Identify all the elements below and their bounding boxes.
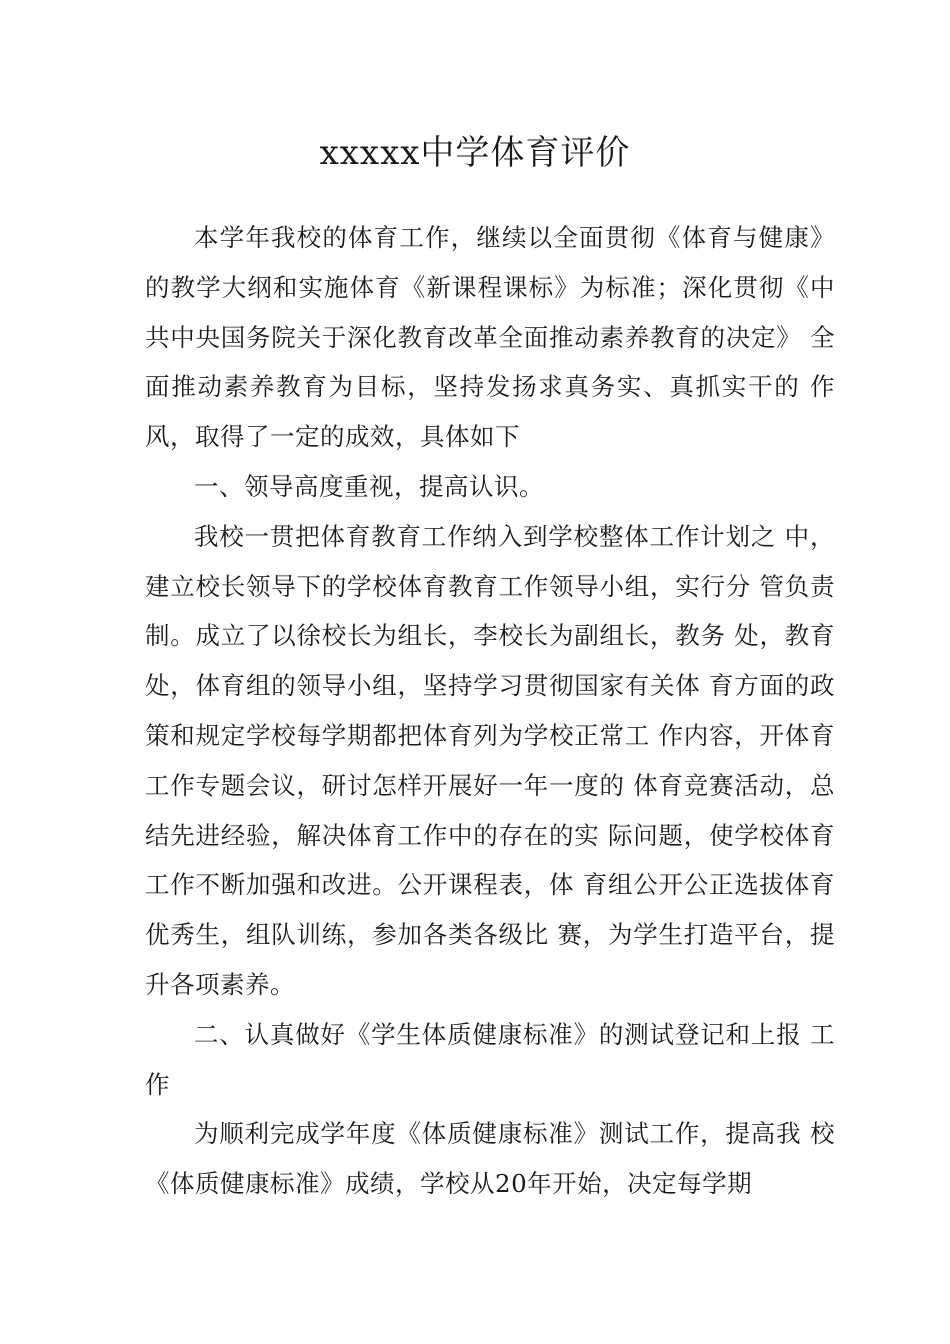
document-body <box>145 213 835 1209</box>
section-heading-1: 一、领导高度重视，提高认识。 <box>194 471 544 501</box>
paragraph-section-1: 我校一贯把体育教育工作纳入到学校整体工作计划之 中，建立校长领导下的学校体育教育工作领导小组，实行分 管负责制。成立了以徐校长为组长，李校长为副组长，教务 处，教育处，体育组的领导小组，坚持学习贯彻国家有关体 育方面的政策和规定学校每学期都把体育列为学校正常工 作内容，开体育工作专题会议，研讨怎样开展好一年一度的 体育竞赛活动，总结先进经验，解决体育工作中的存在的实 际问题，使学校体育工作不断加强和改进。公开课程表，体 育组公开公正选拔体育优秀生，组队训练，参加各类各级比 赛，为学生打造平台，提升各项素养。 <box>145 521 835 999</box>
paragraph-section-2: 为顺利完成学年度《体质健康标准》测试工作，提高我 校《体质健康标准》成绩，学校从20年开始，决定每学期 <box>145 1119 835 1199</box>
paragraph-intro: 本学年我校的体育工作，继续以全面贯彻《体育与健康》的教学大纲和实施体育《新课程课标》为标准；深化贯彻《中共中央国务院关于深化教育改革全面推动素养教育的决定》 全面推动素养教育为目标，坚持发扬求真务实、真抓实干的 作风，取得了一定的成效，具体如下 <box>145 223 835 452</box>
document-title: xxxxx中学体育评价 <box>319 133 631 173</box>
section-heading-2: 二、认真做好《学生体质健康标准》的测试登记和上报 工作 <box>145 1019 835 1099</box>
